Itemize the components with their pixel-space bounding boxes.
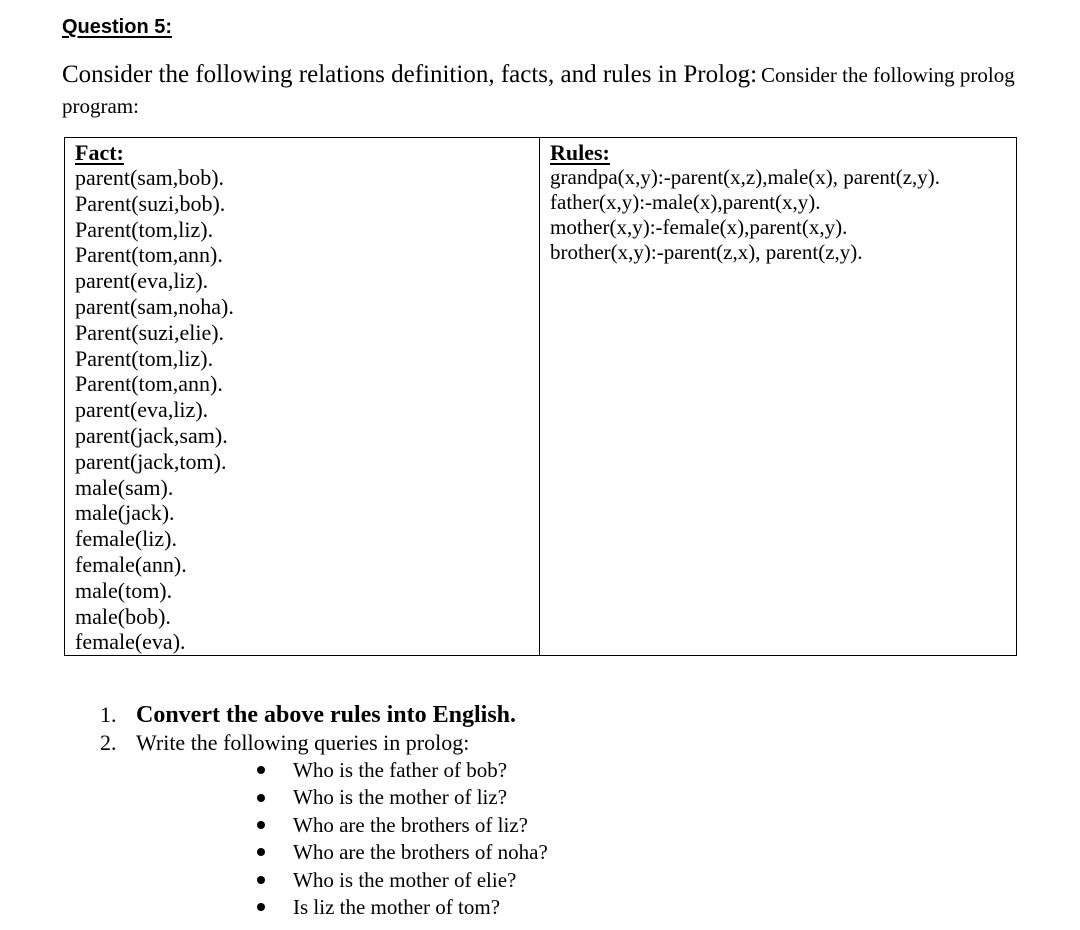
bullet-icon [257,794,265,802]
rule-line: brother(x,y):-parent(z,x), parent(z,y). [550,240,863,264]
fact-line: parent(jack,sam). [75,422,228,448]
task-text: Convert the above rules into English. [136,702,517,728]
table-row [65,138,1017,656]
fact-line: male(bob). [75,603,171,629]
fact-line: female(ann). [75,551,187,577]
rules-title: Rules: [550,140,610,165]
bullet-icon [257,848,265,856]
fact-line: male(sam). [75,474,174,500]
facts-title: Fact: [75,140,124,165]
question-heading: Question 5: [62,16,173,38]
task-number: 1. [100,702,117,727]
query-text: Who are the brothers of noha? [293,840,548,865]
query-text: Who is the father of bob? [293,758,508,782]
query-item [255,784,548,811]
task-text: Write the following queries in prolog: [136,730,470,755]
queries-list [255,757,548,921]
fact-line: parent(eva,liz). [75,268,209,294]
tasks-list [100,701,516,757]
query-text: Is liz the mother of tom? [293,895,501,920]
fact-line: Parent(tom,liz). [75,216,214,242]
fact-line: parent(eva,liz). [75,397,209,423]
fact-line: Parent(tom,ann). [75,371,223,397]
facts-cell [65,138,540,656]
fact-line: male(tom). [75,577,173,603]
prolog-program-table [64,137,1017,656]
intro-text-main: Consider the following relations definition, facts, and rules in Prolog: [62,61,758,88]
fact-line: parent(sam,bob). [75,165,225,190]
fact-line: male(jack). [75,500,175,526]
fact-line: parent(jack,tom). [75,448,227,474]
query-text: Who is the mother of liz? [293,785,508,810]
query-item [255,839,548,866]
rules-cell [540,138,1017,656]
rule-line: mother(x,y):-female(x),parent(x,y). [550,215,848,239]
fact-line: parent(sam,noha). [75,293,234,319]
query-item [255,894,548,921]
fact-line: Parent(tom,ann). [75,242,223,268]
rules-list [550,165,1006,265]
bullet-icon [257,903,265,911]
task-item [100,701,516,729]
bullet-icon [257,821,265,829]
query-text: Who is the mother of elie? [293,867,517,892]
query-text: Who are the brothers of liz? [293,812,528,837]
intro-text-secondary: Consider the following prolog program: [62,63,1015,118]
query-item [255,757,548,784]
rule-line: father(x,y):-male(x),parent(x,y). [550,190,821,214]
rule-line: grandpa(x,y):-parent(x,z),male(x), parent(z,y). [550,165,941,189]
bullet-icon [257,766,265,774]
query-item [255,812,548,839]
task-number: 2. [100,730,117,755]
task-item [100,729,516,757]
query-item [255,867,548,894]
fact-line: female(eva). [75,629,186,655]
bullet-icon [257,876,265,884]
fact-line: Parent(suzi,elie). [75,319,225,345]
fact-line: female(liz). [75,526,177,552]
fact-line: Parent(suzi,bob). [75,190,226,216]
facts-list [75,165,529,655]
intro-paragraph [62,60,1022,123]
fact-line: Parent(tom,liz). [75,345,214,371]
